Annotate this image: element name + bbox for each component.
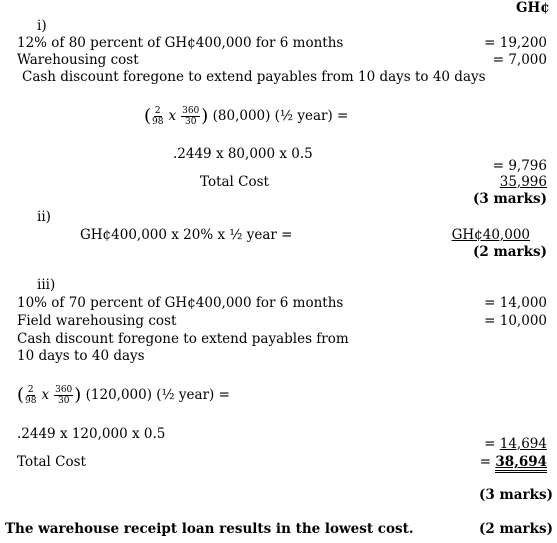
- part-i-label: i): [37, 18, 47, 34]
- formula-rest: (120,000) (½ year) =: [85, 387, 230, 403]
- part-iii-line3a: Cash discount foregone to extend payables from: [17, 331, 349, 347]
- part-i-calc-value: = 9,796: [492, 158, 547, 174]
- part-iii-total-value: = 38,694: [480, 454, 547, 470]
- conclusion-marks: (2 marks): [479, 521, 553, 537]
- part-iii-label: iii): [37, 277, 56, 293]
- conclusion-text: The warehouse receipt loan results in the lowest cost.: [5, 521, 414, 537]
- fraction-numerator: 360: [182, 106, 200, 116]
- part-iii-line3b: 10 days to 40 days: [17, 348, 145, 364]
- part-iii-formula: ( $\frac{2}{98}$ x $\frac{360}{30}$ ) (120,000) (½ year) =: [17, 384, 230, 406]
- part-i-calc: .2449 x 80,000 x 0.5: [173, 146, 313, 162]
- fraction-denominator: 30: [184, 117, 197, 127]
- part-ii-value: GH¢40,000: [451, 227, 530, 243]
- formula-rest: (80,000) (½ year) =: [212, 108, 349, 124]
- fraction-denominator: 98: [25, 396, 37, 406]
- fraction-numerator: 2: [154, 106, 161, 116]
- part-ii-marks: (2 marks): [473, 244, 547, 260]
- currency-header: GH¢: [516, 0, 550, 16]
- part-i-line1-value: = 19,200: [484, 35, 547, 51]
- part-ii-label: ii): [37, 209, 51, 225]
- part-iii-line1-value: = 14,000: [484, 295, 547, 311]
- part-iii-line2: Field warehousing cost: [17, 313, 177, 329]
- part-i-total-value: 35,996: [499, 174, 547, 190]
- fraction-denominator: 30: [57, 396, 70, 406]
- part-iii-calc: .2449 x 120,000 x 0.5: [17, 426, 166, 442]
- part-i-total-label: Total Cost: [200, 174, 269, 190]
- part-iii-line2-value: = 10,000: [484, 313, 547, 329]
- part-i-line1: 12% of 80 percent of GH¢400,000 for 6 months: [17, 35, 344, 51]
- part-iii-calc-value: = 14,694: [484, 436, 547, 452]
- part-ii-line1: GH¢400,000 x 20% x ½ year =: [80, 227, 293, 243]
- part-i-line2: Warehousing cost: [17, 52, 139, 68]
- part-iii-total-label: Total Cost: [17, 454, 86, 470]
- fraction-numerator: 360: [55, 385, 73, 395]
- part-i-formula: ( $\frac{2}{98}$ x $\frac{360}{30}$ ) (80,000) (½ year) =: [144, 105, 349, 127]
- part-iii-line1: 10% of 70 percent of GH¢400,000 for 6 months: [17, 295, 344, 311]
- part-iii-marks: (3 marks): [479, 487, 553, 503]
- part-i-marks: (3 marks): [473, 191, 547, 207]
- fraction-numerator: 2: [27, 385, 34, 395]
- part-i-line2-value: = 7,000: [492, 52, 547, 68]
- part-i-line3: Cash discount foregone to extend payables from 10 days to 40 days: [22, 69, 486, 85]
- fraction-denominator: 98: [152, 117, 164, 127]
